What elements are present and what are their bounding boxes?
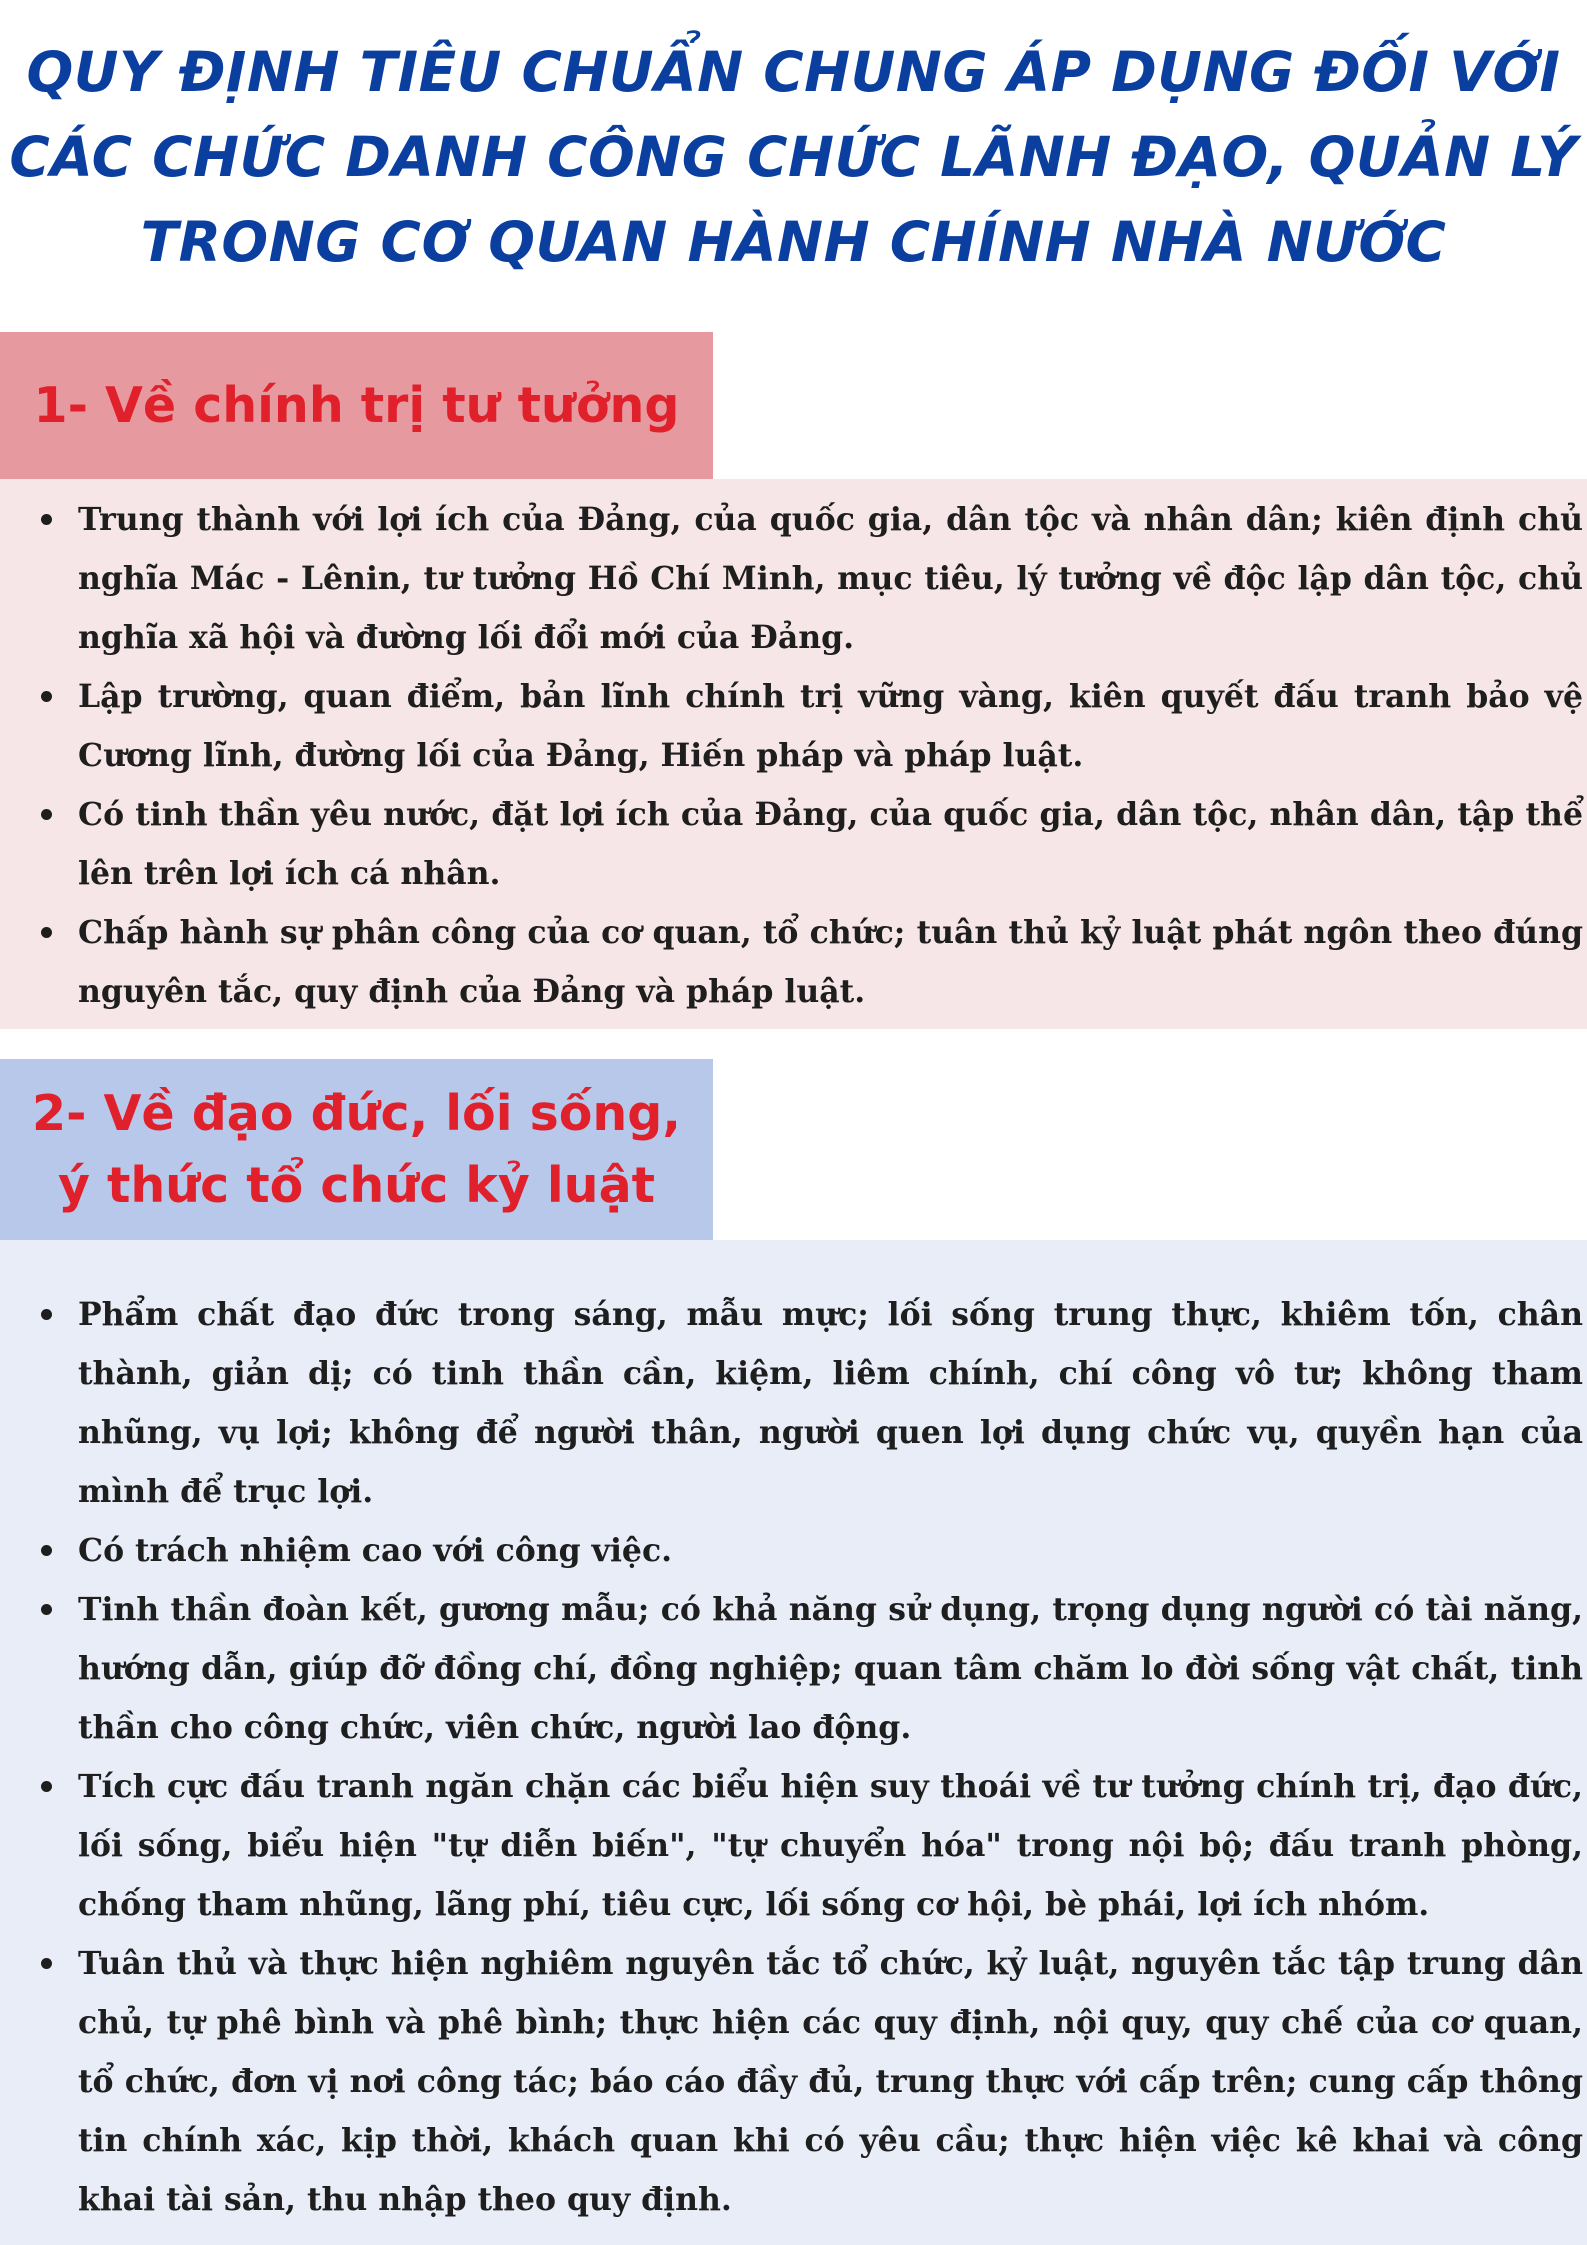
- bullet-item: Tích cực đấu tranh ngăn chặn các biểu hiện suy thoái về tư tưởng chính trị, đạo đức, lối sống, biểu hiện "tự diễn biến", "tự chuyển hóa" trong nội bộ; đấu tranh phòng, chống tham nhũng, lãng phí, tiêu cực, lối sống cơ hội, bè phái, lợi ích nhóm.: [78, 1757, 1583, 1934]
- section-1-heading: [0, 332, 713, 479]
- section-1-body: [0, 479, 1587, 1029]
- section-2-body: [0, 1240, 1587, 2245]
- page-title-line-2: CÁC CHỨC DANH CÔNG CHỨC LÃNH ĐẠO, QUẢN LÝ: [9, 125, 1578, 189]
- bullet-item: Chấp hành sự phân công của cơ quan, tổ chức; tuân thủ kỷ luật phát ngôn theo đúng nguyên tắc, quy định của Đảng và pháp luật.: [78, 903, 1583, 1021]
- section-2-bullet-list: [0, 1285, 1587, 2229]
- section-1-bullet-list: [0, 490, 1587, 1021]
- bullet-item: Có tinh thần yêu nước, đặt lợi ích của Đảng, của quốc gia, dân tộc, nhân dân, tập thể lên trên lợi ích cá nhân.: [78, 785, 1583, 903]
- section-2-heading-line-2: ý thức tổ chức kỷ luật: [57, 1156, 656, 1214]
- bullet-item: Trung thành với lợi ích của Đảng, của quốc gia, dân tộc và nhân dân; kiên định chủ nghĩa Mác - Lênin, tư tưởng Hồ Chí Minh, mục tiêu, lý tưởng về độc lập dân tộc, chủ nghĩa xã hội và đường lối đổi mới của Đảng.: [78, 490, 1583, 667]
- page-title-line-1: QUY ĐỊNH TIÊU CHUẨN CHUNG ÁP DỤNG ĐỐI VỚI: [26, 40, 1561, 104]
- section-1-heading-text: 1- Về chính trị tư tưởng: [33, 376, 680, 434]
- bullet-item: Lập trường, quan điểm, bản lĩnh chính trị vững vàng, kiên quyết đấu tranh bảo vệ Cương lĩnh, đường lối của Đảng, Hiến pháp và pháp luật.: [78, 667, 1583, 785]
- section-2-heading-line-1: 2- Về đạo đức, lối sống,: [32, 1084, 681, 1142]
- bullet-item: Có trách nhiệm cao với công việc.: [78, 1521, 1583, 1580]
- page-title: [0, 30, 1587, 285]
- section-2-heading: [0, 1059, 713, 1240]
- bullet-item: Tuân thủ và thực hiện nghiêm nguyên tắc tổ chức, kỷ luật, nguyên tắc tập trung dân chủ, tự phê bình và phê bình; thực hiện các quy định, nội quy, quy chế của cơ quan, tổ chức, đơn vị nơi công tác; báo cáo đầy đủ, trung thực với cấp trên; cung cấp thông tin chính xác, kịp thời, khách quan khi có yêu cầu; thực hiện việc kê khai và công khai tài sản, thu nhập theo quy định.: [78, 1934, 1583, 2229]
- bullet-item: Tinh thần đoàn kết, gương mẫu; có khả năng sử dụng, trọng dụng người có tài năng, hướng dẫn, giúp đỡ đồng chí, đồng nghiệp; quan tâm chăm lo đời sống vật chất, tinh thần cho công chức, viên chức, người lao động.: [78, 1580, 1583, 1757]
- bullet-item: Phẩm chất đạo đức trong sáng, mẫu mực; lối sống trung thực, khiêm tốn, chân thành, giản dị; có tinh thần cần, kiệm, liêm chính, chí công vô tư; không tham nhũng, vụ lợi; không để người thân, người quen lợi dụng chức vụ, quyền hạn của mình để trục lợi.: [78, 1285, 1583, 1521]
- page-title-line-3: TRONG CƠ QUAN HÀNH CHÍNH NHÀ NƯỚC: [140, 210, 1447, 274]
